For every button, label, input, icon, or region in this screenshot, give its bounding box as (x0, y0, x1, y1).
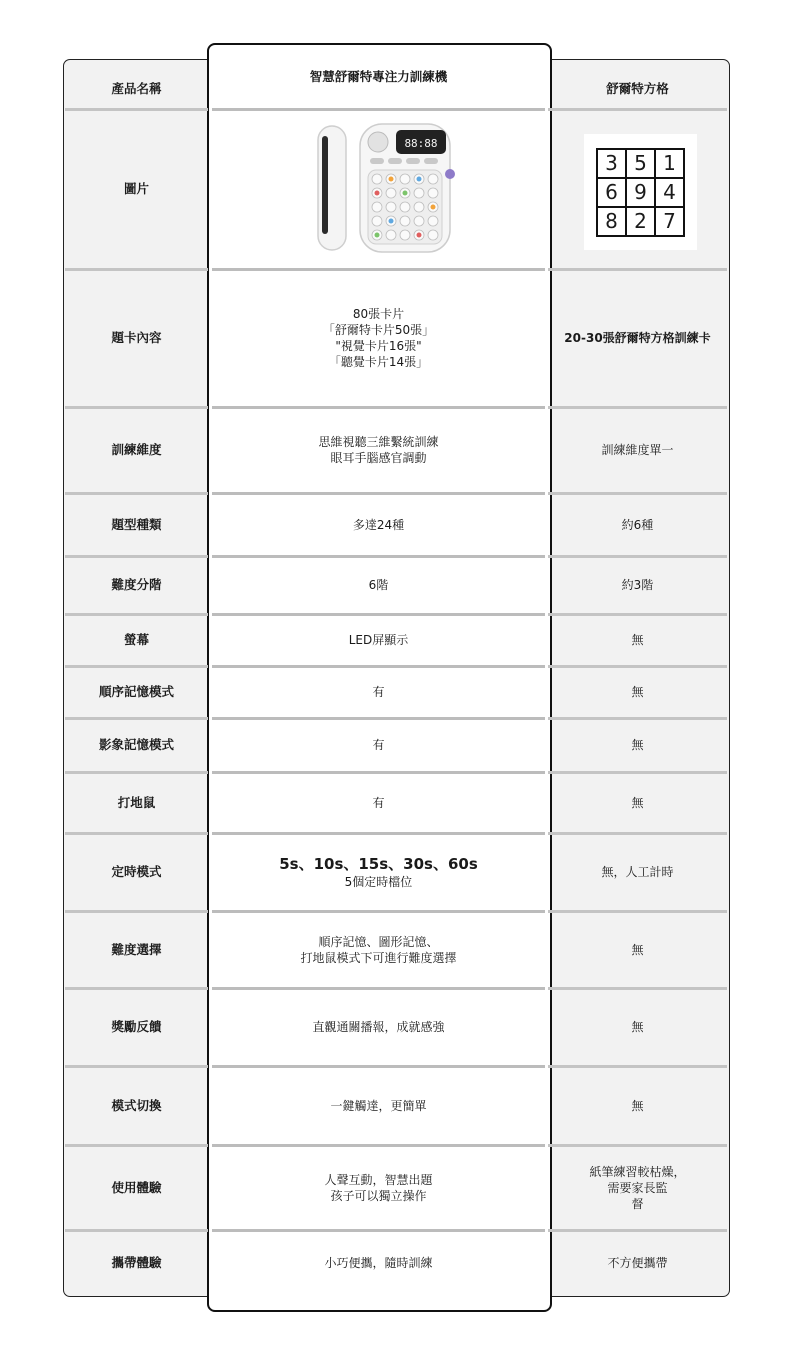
row-divider (212, 555, 545, 558)
competitor-value: 無 (631, 1020, 644, 1034)
row-divider (212, 665, 545, 668)
row-divider (212, 910, 545, 913)
competitor-value-cell (548, 615, 727, 665)
row-divider (548, 771, 727, 774)
row-label: 模式切換 (111, 1097, 162, 1113)
product-value: 「舒爾特卡片50張」 (322, 323, 435, 337)
row-label-cell (65, 1231, 208, 1295)
row-divider (212, 1144, 545, 1147)
product-value: 直觀通關播報，成就感強 (312, 1020, 445, 1034)
row-label-cell (65, 557, 208, 613)
competitor-value: 20-30張舒爾特方格訓練卡 (564, 331, 711, 345)
product-value: 有 (372, 795, 385, 810)
row-divider (212, 613, 545, 616)
competitor-value-cell (548, 1231, 727, 1295)
row-divider (212, 771, 545, 774)
row-divider (212, 832, 545, 835)
product-value: 打地鼠模式下可進行難度選擇 (300, 950, 457, 965)
row-divider (65, 492, 208, 495)
grid-number: 2 (626, 207, 655, 236)
header-competitor-cell: 舒爾特方格 (606, 81, 669, 96)
row-divider (548, 910, 727, 913)
row-label: 影象記憶模式 (98, 737, 174, 752)
row-divider (548, 1065, 727, 1068)
product-device-icon (316, 122, 456, 254)
grid-number: 4 (655, 178, 684, 207)
row-divider (548, 717, 727, 720)
row-label-cell (65, 834, 208, 910)
competitor-value-cell (548, 408, 727, 492)
product-value: 眼耳手腦感官調動 (330, 451, 427, 465)
product-value-cell (212, 557, 545, 613)
row-divider (65, 406, 208, 409)
row-divider (548, 832, 727, 835)
row-label: 獎勵反饋 (111, 1019, 162, 1034)
competitor-value-cell (548, 834, 727, 910)
product-value-cell (212, 1067, 545, 1144)
product-value: "視覺卡片16張" (335, 339, 422, 353)
product-value: 6階 (368, 578, 389, 592)
competitor-value-cell (548, 667, 727, 717)
row-label-cell (65, 667, 208, 717)
grid-number: 5 (626, 149, 655, 178)
header-product-cell: 智慧舒爾特專注力訓練機 (309, 69, 448, 84)
row-label-cell (65, 270, 208, 406)
competitor-value-cell (548, 557, 727, 613)
grid-number: 6 (597, 178, 626, 207)
product-value: 思維視聽三維繫統訓練 (318, 435, 439, 449)
competitor-value-cell (548, 989, 727, 1065)
competitor-value: 約6種 (621, 517, 654, 532)
product-value: 孩子可以獨立操作 (330, 1188, 427, 1203)
row-divider (212, 717, 545, 720)
row-label: 題卡內容 (111, 330, 162, 345)
grid-number: 9 (626, 178, 655, 207)
row-label: 打地鼠 (117, 794, 156, 810)
row-label: 攜帶體驗 (111, 1255, 162, 1270)
row-divider (65, 1229, 208, 1232)
product-value: 有 (372, 685, 385, 699)
competitor-value: 需要家長監 (607, 1180, 668, 1195)
product-value-cell (212, 719, 545, 771)
product-value-cell (212, 494, 545, 555)
row-divider (65, 717, 208, 720)
row-divider (212, 1229, 545, 1232)
product-value: 多達24種 (352, 517, 405, 532)
row-label-cell (65, 912, 208, 987)
row-divider (548, 613, 727, 616)
schulte-grid (596, 148, 685, 237)
product-value-cell (212, 912, 545, 987)
row-label-cell (65, 615, 208, 665)
competitor-value: 無 (631, 1098, 644, 1113)
competitor-value-cell (548, 494, 727, 555)
competitor-value-cell (548, 912, 727, 987)
product-value: 80張卡片 (352, 307, 405, 321)
row-divider (548, 555, 727, 558)
product-value: 5個定時檔位 (344, 874, 413, 889)
competitor-value: 督 (631, 1196, 644, 1211)
row-divider (212, 406, 545, 409)
row-label-cell (65, 989, 208, 1065)
row-label: 訓練維度 (111, 442, 162, 457)
product-value-cell (212, 834, 545, 910)
row-divider (65, 555, 208, 558)
competitor-value-cell (548, 719, 727, 771)
row-divider (65, 910, 208, 913)
row-label: 定時模式 (111, 864, 162, 879)
row-divider (548, 492, 727, 495)
competitor-value: 無 (631, 738, 644, 752)
competitor-value: 約3階 (621, 578, 654, 592)
row-label-cell (65, 1146, 208, 1229)
row-label: 順序記憶模式 (98, 684, 174, 699)
product-value: 小巧便攜，隨時訓練 (324, 1256, 433, 1270)
product-value-cell (212, 270, 545, 406)
row-divider (548, 987, 727, 990)
row-label: 使用體驗 (111, 1179, 162, 1195)
row-label-cell (65, 719, 208, 771)
schulte-grid-image (584, 134, 697, 250)
image-row-label: 圖片 (123, 181, 149, 196)
row-label-cell (65, 773, 208, 832)
row-label: 難度選擇 (111, 941, 162, 957)
competitor-value: 無 (631, 685, 644, 699)
row-divider (548, 665, 727, 668)
row-divider (548, 268, 727, 271)
header-label-cell: 產品名稱 (111, 81, 162, 96)
grid-number: 3 (597, 149, 626, 178)
product-value: 一鍵觸達，更簡單 (330, 1098, 427, 1113)
row-label-cell (65, 408, 208, 492)
grid-number: 1 (655, 149, 684, 178)
product-value-cell (212, 989, 545, 1065)
row-label: 難度分階 (111, 577, 162, 592)
competitor-value-cell (548, 270, 727, 406)
row-divider (65, 771, 208, 774)
competitor-value: 無 (631, 942, 644, 957)
row-label-cell (65, 1067, 208, 1144)
row-label: 題型種類 (111, 516, 162, 532)
competitor-value-cell (548, 1067, 727, 1144)
competitor-value-cell (548, 773, 727, 832)
product-value-cell (212, 408, 545, 492)
row-divider (548, 1229, 727, 1232)
product-value-cell (212, 1231, 545, 1295)
row-divider (548, 406, 727, 409)
product-value-cell (212, 667, 545, 717)
row-divider (65, 1065, 208, 1068)
row-divider (212, 1065, 545, 1068)
competitor-value: 無 (631, 633, 644, 647)
row-divider (548, 1144, 727, 1147)
competitor-value-cell (548, 1146, 727, 1229)
row-divider (212, 108, 545, 111)
row-label-cell (65, 494, 208, 555)
product-value-cell (212, 615, 545, 665)
row-divider (65, 108, 208, 111)
competitor-value: 訓練維度單一 (601, 443, 674, 457)
row-divider (212, 268, 545, 271)
row-divider (65, 1144, 208, 1147)
competitor-value: 無 (631, 795, 644, 810)
product-value: 順序記憶、圖形記憶、 (318, 934, 439, 949)
svg-text:88:88: 88:88 (404, 137, 438, 150)
row-divider (65, 987, 208, 990)
product-value-cell (212, 773, 545, 832)
competitor-value: 不方便攜帶 (607, 1256, 668, 1270)
row-divider (65, 613, 208, 616)
row-divider (548, 108, 727, 111)
row-label: 螢幕 (123, 632, 149, 647)
row-divider (65, 268, 208, 271)
row-divider (65, 665, 208, 668)
row-divider (212, 987, 545, 990)
competitor-value: 紙筆練習較枯燥， (589, 1164, 686, 1179)
product-value: 5s、10s、15s、30s、60s (279, 854, 478, 873)
competitor-value: 無，人工計時 (601, 865, 674, 879)
grid-number: 8 (597, 207, 626, 236)
product-value: 「聽覺卡片14張」 (328, 355, 429, 369)
product-value: LED屏顯示 (348, 633, 409, 647)
product-value: 有 (372, 738, 385, 752)
product-value: 人聲互動，智慧出題 (324, 1172, 433, 1187)
grid-number: 7 (655, 207, 684, 236)
row-divider (65, 832, 208, 835)
product-value-cell (212, 1146, 545, 1229)
row-divider (212, 492, 545, 495)
